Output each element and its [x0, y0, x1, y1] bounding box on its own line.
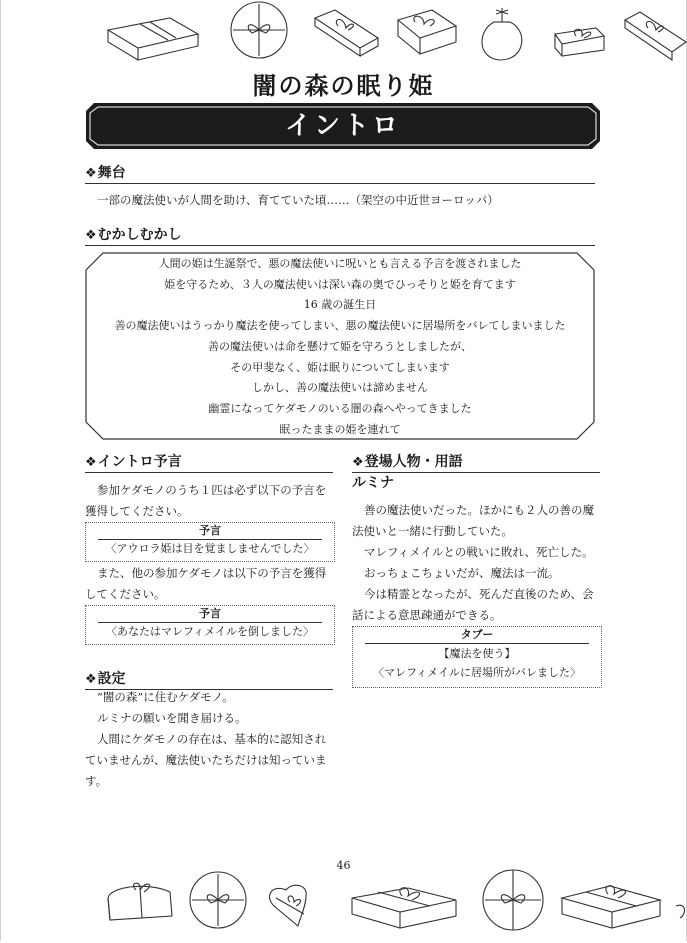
character-line: 善の魔法使いだった。ほかにも２人の善の魔法使いと一緒に行動していた。	[352, 503, 594, 538]
settings-line: 人間にケダモノの存在は、基本的に認知されていませんが、魔法使いたちだけは知っています。	[85, 732, 327, 788]
round-gift-icon	[190, 872, 246, 928]
tin-box-icon	[398, 10, 456, 54]
page-title: 闇の森の眠り姫	[252, 71, 435, 100]
page-number: 46	[336, 859, 351, 872]
prophecy-intro-1: 参加ケダモノのうち１匹は必ず以下の予言を獲得してください。	[85, 483, 327, 518]
prophecy-text: 〈アウロラ姫は目を覚ましませんでした〉	[105, 542, 315, 555]
top-gift-decorations	[0, 0, 687, 70]
diamond-marker-icon: ❖	[352, 455, 364, 470]
story-line: 16 歳の誕生日	[303, 298, 377, 312]
diamond-marker-icon: ❖	[85, 228, 97, 243]
section-heading-prophecy: ❖イントロ予言	[85, 451, 333, 473]
section-heading-settings: ❖設定	[85, 668, 333, 690]
small-gift-icon	[555, 28, 604, 56]
story-line: 人間の姫は生誕祭で、悪の魔法使いに呪いとも言える予言を渡されました	[158, 257, 522, 270]
round-gift-icon	[231, 2, 287, 58]
settings-line: ルミナの願いを聞き届ける。	[97, 711, 247, 725]
story-line: その甲斐なく、姫は眠りについてしまいます	[230, 360, 450, 374]
diamond-marker-icon: ❖	[85, 166, 97, 181]
story-line: 善の魔法使いはうっかり魔法を使ってしまい、悪の魔法使いに居場所をバレてしまいました	[114, 319, 566, 333]
section-heading-story: ❖むかしむかし	[85, 224, 595, 246]
gift-box-icon	[352, 888, 456, 928]
prophecy-label: 予言	[98, 523, 322, 540]
diamond-marker-icon: ❖	[85, 672, 97, 687]
story-line: 眠ったままの姫を連れて	[279, 422, 401, 436]
story-line: 幽霊になってケダモノのいる闇の森へやってきました	[208, 401, 472, 415]
section-heading-stage: ❖舞台	[85, 162, 595, 184]
gift-box-icon	[562, 886, 660, 928]
heart-box-icon	[270, 885, 307, 926]
stage-text: 一部の魔法使いが人間を助け、育てていた頃……（架空の中近世ヨーロッパ）	[97, 193, 499, 207]
long-gift-icon	[625, 12, 686, 60]
prophecy-box-2	[85, 605, 335, 645]
taboo-condition: 【魔法を使う】	[438, 647, 516, 660]
taboo-text: 〈マレフィメイルに居場所がバレました〉	[373, 666, 581, 679]
round-gift-icon	[483, 870, 543, 930]
settings-line: “闇の森”に住むケダモノ。	[97, 690, 234, 704]
gift-bag-icon	[482, 8, 522, 60]
prophecy-intro-2: また、他の参加ケダモノは以下の予言を獲得してください。	[85, 566, 327, 601]
story-line: しかし、善の魔法使いは諦めません	[252, 381, 428, 395]
character-line: おっちょこちょいだが、魔法は一流。	[364, 566, 560, 580]
long-gift-icon	[315, 10, 378, 56]
banner-title: イントロ	[284, 111, 401, 141]
partial-gift-icon	[676, 905, 685, 918]
gift-box-icon	[108, 18, 198, 60]
section-heading-characters: ❖登場人物・用語	[352, 451, 600, 473]
story-lines	[85, 254, 595, 440]
chest-gift-icon	[108, 883, 172, 920]
character-name: ルミナ	[352, 475, 394, 491]
prophecy-label: 予言	[98, 606, 322, 623]
diamond-marker-icon: ❖	[85, 455, 97, 470]
prophecy-box-1	[85, 522, 335, 562]
story-line: 姫を守るため、３人の魔法使いは深い森の奥でひっそりと姫を育てます	[164, 277, 516, 291]
prophecy-text: 〈あなたはマレフィメイルを倒しました〉	[106, 625, 314, 638]
story-line: 善の魔法使いは命を懸けて姫を守ろうとしましたが、	[208, 339, 472, 353]
bottom-gift-decorations	[0, 862, 687, 943]
taboo-label: タブー	[365, 627, 589, 644]
character-line: 今は精霊となったが、死んだ直後のため、会話による意思疎通ができる。	[352, 587, 594, 622]
character-line: マレフィメイルとの戦いに敗れ、死亡した。	[364, 545, 594, 559]
taboo-box	[352, 626, 602, 688]
